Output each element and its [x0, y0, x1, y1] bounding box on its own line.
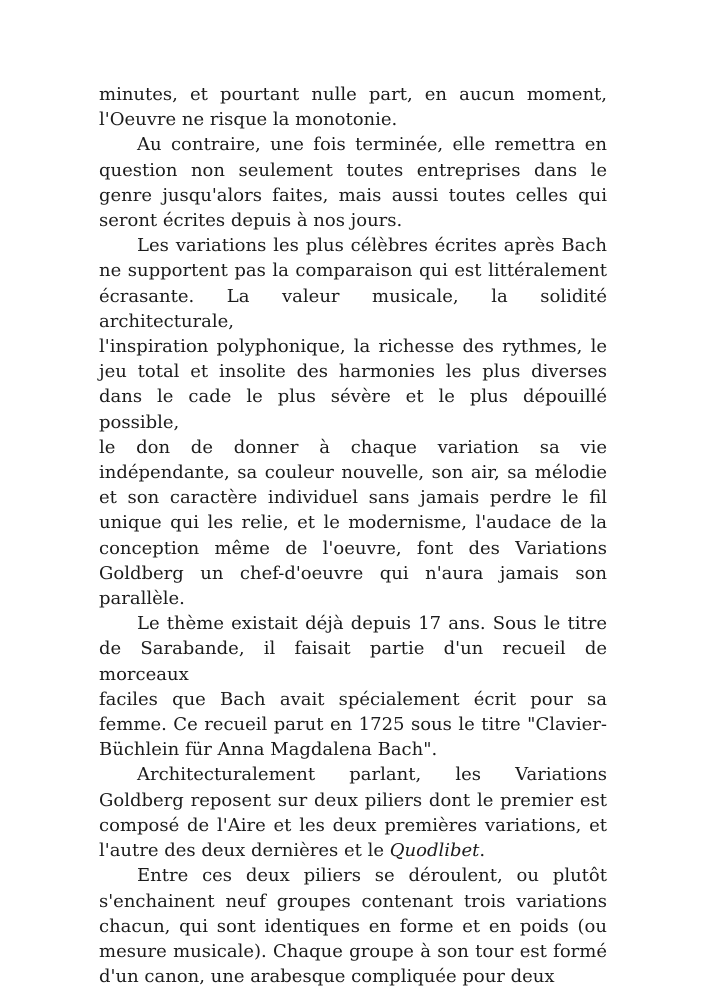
- text-line: Büchlein für Anna Magdalena Bach".: [99, 739, 438, 761]
- text-line: s'enchainent neuf groupes contenant trois variations: [99, 890, 607, 912]
- text-line: question non seulement toutes entreprises dans le: [99, 159, 607, 181]
- text-line: seront écrites depuis à nos jours.: [99, 210, 403, 232]
- text-line: Le thème existait déjà depuis 17 ans. Sous le titre: [137, 613, 607, 635]
- text-line: le don de donner à chaque variation sa vie: [99, 436, 607, 458]
- text-line: Goldberg reposent sur deux piliers dont le premier est: [99, 789, 607, 811]
- paragraph: [99, 863, 607, 989]
- paragraph: [99, 611, 607, 762]
- text-line: dans le cade le plus sévère et le plus dépouillé possible,: [99, 386, 607, 433]
- text-line: composé de l'Aire et les deux premières variations, et: [99, 814, 607, 836]
- text-line: l'inspiration polyphonique, la richesse des rythmes, le: [99, 336, 607, 358]
- text-line: femme. Ce recueil parut en 1725 sous le titre "Clavier-: [99, 714, 607, 736]
- text-line: Entre ces deux piliers se déroulent, ou plutôt: [137, 865, 607, 887]
- text-line: Les variations les plus célèbres écrites après Bach: [137, 235, 607, 257]
- text-line: mesure musicale). Chaque groupe à son tour est formé: [99, 940, 607, 962]
- text-column: [99, 82, 607, 989]
- text-line: l'autre des deux dernières et le Quodlibet.: [99, 840, 486, 862]
- paragraph: [99, 762, 607, 863]
- paragraph: [99, 233, 607, 611]
- paragraph: [99, 82, 607, 132]
- text-line: genre jusqu'alors faites, mais aussi toutes celles qui: [99, 184, 607, 206]
- text-line: jeu total et insolite des harmonies les plus diverses: [99, 361, 607, 383]
- text-line: et son caractère individuel sans jamais perdre le fil: [99, 487, 607, 509]
- text-line: de Sarabande, il faisait partie d'un recueil de morceaux: [99, 638, 607, 685]
- text-line: chacun, qui sont identiques en forme et en poids (ou: [99, 915, 607, 937]
- text-line: écrasante. La valeur musicale, la solidité architecturale,: [99, 285, 607, 332]
- text-line: ne supportent pas la comparaison qui est littéralement: [99, 260, 607, 282]
- text-line: faciles que Bach avait spécialement écrit pour sa: [99, 688, 607, 710]
- text-line: parallèle.: [99, 588, 185, 610]
- text-line: d'un canon, une arabesque compliquée pour deux: [99, 966, 555, 988]
- text-line: unique qui les relie, et le modernisme, l'audace de la: [99, 512, 607, 534]
- text-line: l'Oeuvre ne risque la monotonie.: [99, 109, 398, 131]
- paragraph: [99, 132, 607, 233]
- text-line: Goldberg un chef-d'oeuvre qui n'aura jamais son: [99, 562, 607, 584]
- text-line: minutes, et pourtant nulle part, en aucun moment,: [99, 84, 607, 105]
- text-line: Au contraire, une fois terminée, elle remettra en: [137, 134, 607, 156]
- text-line: indépendante, sa couleur nouvelle, son air, sa mélodie: [99, 462, 607, 484]
- text-line: Architecturalement parlant, les Variations: [137, 764, 607, 786]
- text-line: conception même de l'oeuvre, font des Variations: [99, 537, 607, 559]
